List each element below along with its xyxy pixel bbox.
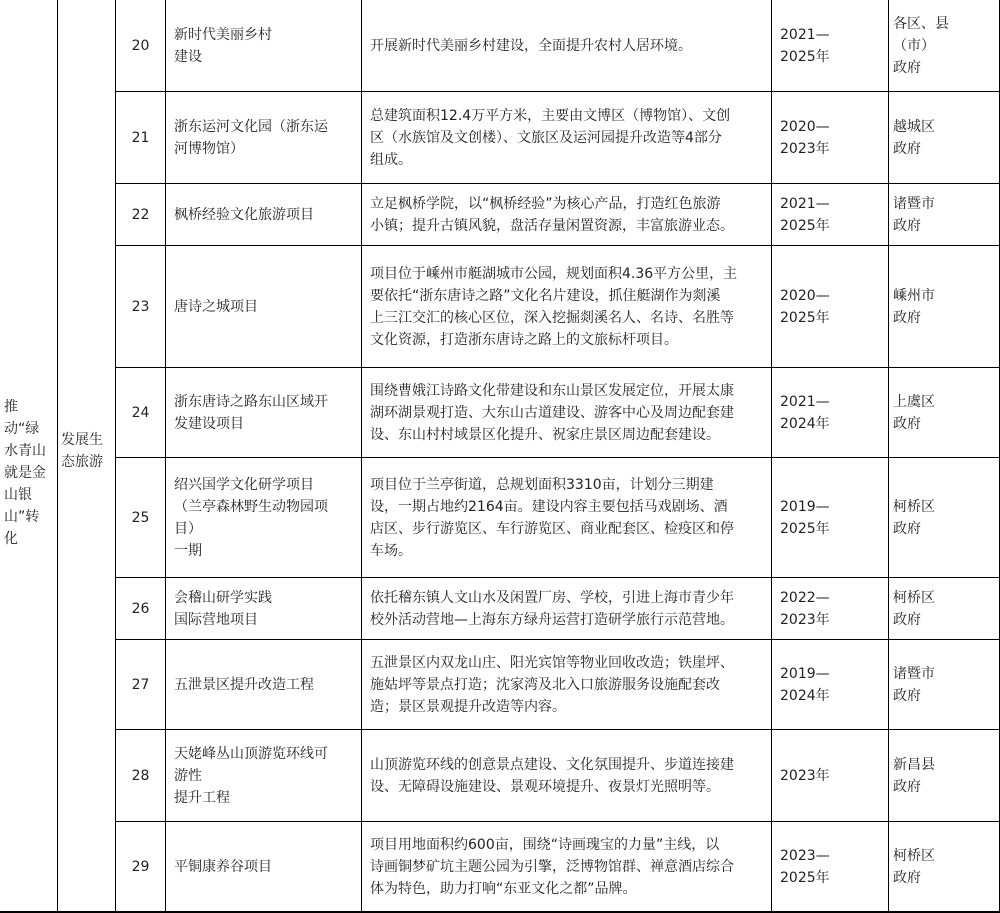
project-content-cell	[362, 0, 772, 92]
row-number-cell	[116, 730, 166, 822]
project-content-cell	[362, 458, 772, 578]
project-name-cell	[166, 730, 362, 822]
project-period-cell	[772, 458, 889, 578]
project-name: 会稽山研学实践 国际营地项目	[174, 589, 272, 628]
project-period-cell	[772, 246, 889, 368]
project-name: 新时代美丽乡村 建设	[174, 26, 272, 65]
project-name-cell	[166, 0, 362, 92]
project-period: 2019— 2025年	[780, 498, 830, 537]
project-name: 浙东运河文化园（浙东运 河博物馆）	[174, 118, 328, 157]
project-owner-cell	[889, 730, 1000, 822]
project-name: 五泄景区提升改造工程	[174, 676, 314, 693]
project-content: 围绕曹娥江诗路文化带建设和东山景区发展定位，开展太康 湖环湖景观打造、大东山古道建设、游客中心及周边配套建 设、东山村村域景区化提升、祝家庄景区周边配套建设。	[370, 382, 734, 443]
project-period: 2019— 2024年	[780, 665, 830, 704]
row-number-cell	[116, 184, 166, 246]
category-level2-text: 发展生 态旅游	[61, 432, 103, 470]
project-name: 唐诗之城项目	[174, 298, 258, 315]
project-owner: 新昌县 政府	[893, 756, 935, 795]
project-content-cell	[362, 92, 772, 184]
project-period-cell	[772, 92, 889, 184]
project-name-cell	[166, 368, 362, 458]
project-period-cell	[772, 184, 889, 246]
project-name: 浙东唐诗之路东山区域开 发建设项目	[174, 393, 328, 432]
project-period: 2022— 2023年	[780, 589, 830, 628]
project-owner-cell	[889, 458, 1000, 578]
row-number: 22	[131, 206, 150, 223]
project-owner: 嵊州市 政府	[893, 287, 935, 326]
project-owner-cell	[889, 246, 1000, 368]
project-owner: 各区、县 （市） 政府	[893, 15, 949, 76]
project-owner-cell	[889, 640, 1000, 730]
project-content: 总建筑面积12.4万平方米，主要由文博区（博物馆）、文创 区（水族馆及文创楼）、文旅区及运河园提升改造等4部分 组成。	[370, 107, 731, 168]
row-number: 21	[131, 129, 150, 146]
row-number: 27	[131, 676, 150, 693]
project-content: 山顶游览环线的创意景点建设、文化氛围提升、步道连接建 设、无障碍设施建设、景观环境提升、夜景灯光照明等。	[370, 756, 734, 795]
project-period-cell	[772, 822, 889, 913]
project-name-cell	[166, 184, 362, 246]
project-period-cell	[772, 640, 889, 730]
project-owner: 越城区 政府	[893, 118, 935, 157]
project-owner: 柯桥区 政府	[893, 848, 935, 886]
project-name-cell	[166, 92, 362, 184]
row-number: 24	[131, 404, 150, 421]
project-name-cell	[166, 246, 362, 368]
project-content-cell	[362, 822, 772, 913]
project-content-cell	[362, 368, 772, 458]
row-number-cell	[116, 246, 166, 368]
project-owner-cell	[889, 0, 1000, 92]
project-period: 2020— 2023年	[780, 118, 830, 157]
row-number-cell	[116, 0, 166, 92]
project-content: 项目位于兰亭街道，总规划面积3310亩，计划分三期建 设，一期占地约2164亩。建设内容主要包括马戏剧场、酒 店区、步行游览区、车行游览区、商业配套区、检疫区和停 车场。	[370, 476, 734, 559]
project-content: 五泄景区内双龙山庄、阳光宾馆等物业回收改造；铁崖坪、 施姑坪等景点打造；沈家湾及北入口旅游服务设施配套改 造；景区景观提升改造等内容。	[370, 654, 734, 715]
project-period-cell	[772, 578, 889, 640]
row-number: 25	[131, 509, 150, 526]
category-level1-cell	[0, 0, 58, 913]
row-number: 23	[131, 298, 150, 315]
project-content-cell	[362, 246, 772, 368]
project-content-cell	[362, 184, 772, 246]
category-level1-text: 推 动“绿 水青山 就是金 山银 山”转 化	[4, 399, 46, 547]
project-content: 依托稽东镇人文山水及闲置厂房、学校，引进上海市青少年 校外活动营地—上海东方绿舟运营打造研学旅行示范营地。	[370, 589, 734, 628]
row-number-cell	[116, 458, 166, 578]
row-number-cell	[116, 578, 166, 640]
project-name-cell	[166, 822, 362, 913]
project-owner-cell	[889, 92, 1000, 184]
project-period: 2021— 2025年	[780, 195, 830, 234]
project-owner-cell	[889, 578, 1000, 640]
project-owner: 柯桥区 政府	[893, 589, 935, 628]
project-name: 平铜康养谷项目	[174, 859, 272, 875]
project-name-cell	[166, 640, 362, 730]
project-name-cell	[166, 578, 362, 640]
project-owner-cell	[889, 822, 1000, 913]
project-owner: 诸暨市 政府	[893, 665, 935, 704]
project-name: 绍兴国学文化研学项目 （兰亭森林野生动物园项 目） 一期	[174, 476, 328, 559]
project-name: 枫桥经验文化旅游项目	[174, 206, 314, 223]
row-number: 26	[131, 600, 150, 617]
project-content-cell	[362, 578, 772, 640]
project-period-cell	[772, 730, 889, 822]
project-owner-cell	[889, 368, 1000, 458]
project-content: 项目位于嵊州市艇湖城市公园，规划面积4.36平方公里，主 要依托“浙东唐诗之路”文化名片建设，抓住艇湖作为剡溪 上三江交汇的核心区位，深入挖掘剡溪名人、名诗、名胜等 文化资源，打造浙东唐诗之路上的文旅标杆项目。	[370, 265, 738, 348]
row-number: 28	[131, 767, 150, 784]
project-owner: 柯桥区 政府	[893, 498, 935, 537]
project-name: 天姥峰丛山顶游览环线可 游性 提升工程	[174, 745, 328, 806]
project-period: 2023— 2025年	[780, 848, 830, 886]
project-period: 2021— 2025年	[780, 26, 830, 65]
project-name-cell	[166, 458, 362, 578]
project-content: 立足枫桥学院，以“枫桥经验”为核心产品，打造红色旅游 小镇；提升古镇风貌，盘活存量闲置资源，丰富旅游业态。	[370, 195, 734, 234]
project-period: 2020— 2025年	[780, 287, 830, 326]
project-owner: 诸暨市 政府	[893, 195, 935, 234]
category-level2-cell	[58, 0, 116, 913]
row-number: 29	[131, 859, 150, 875]
project-content: 开展新时代美丽乡村建设，全面提升农村人居环境。	[370, 37, 692, 54]
row-number-cell	[116, 92, 166, 184]
project-content-cell	[362, 640, 772, 730]
row-number-cell	[116, 368, 166, 458]
row-number-cell	[116, 640, 166, 730]
project-period: 2023年	[780, 767, 830, 784]
project-owner-cell	[889, 184, 1000, 246]
row-number: 20	[131, 37, 150, 54]
project-period-cell	[772, 0, 889, 92]
project-period: 2021— 2024年	[780, 393, 830, 432]
project-period-cell	[772, 368, 889, 458]
project-content: 项目用地面积约600亩，围绕“诗画瑰宝的力量”主线，以 诗画铜梦矿坑主题公园为引擎，泛博物馆群、禅意酒店综合 体为特色，助力打响“东亚文化之都”品牌。	[370, 837, 734, 897]
project-owner: 上虞区 政府	[893, 393, 935, 432]
project-content-cell	[362, 730, 772, 822]
row-number-cell	[116, 822, 166, 913]
